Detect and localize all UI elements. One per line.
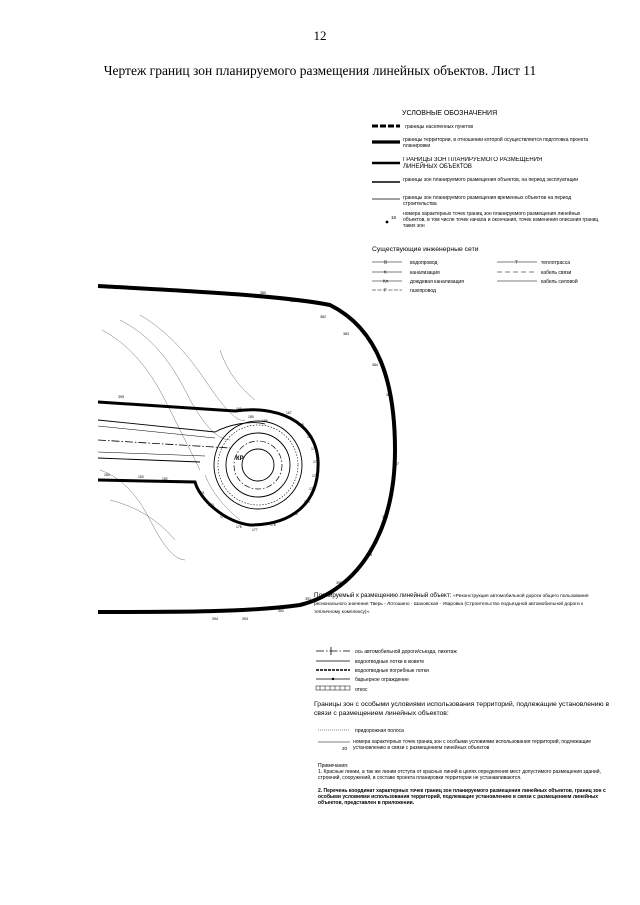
legend-item-4: границы зон планируемого размещения объектов, на период эксплуатации <box>403 177 579 183</box>
inner-point-label: 175 <box>292 512 298 516</box>
network-code: В <box>384 259 388 265</box>
road-edge-north <box>98 420 265 432</box>
legend-heading: УСЛОВНЫЕ ОБОЗНАЧЕНИЯ <box>402 110 498 117</box>
inner-point-label: 184 <box>104 473 110 477</box>
outer-point-label: 391 <box>305 597 311 601</box>
planned-swatch-slope-hatch <box>320 686 345 690</box>
road-lane-south <box>98 452 205 456</box>
inner-point-label: 179 <box>220 515 226 519</box>
turning-circle-slope <box>218 425 298 505</box>
inner-point-label: 173 <box>309 487 315 491</box>
planned-item-1: ось автомобильной дороги/съезда, пикетаж <box>355 649 457 655</box>
inner-point-label: 183 <box>138 475 144 479</box>
inner-point-label: 181 <box>199 491 205 495</box>
notes-block <box>318 763 614 808</box>
planned-swatch-barrier-dot <box>332 678 334 680</box>
special-zones-block <box>314 701 615 755</box>
networks-block <box>372 246 578 294</box>
network-code: Кл <box>383 278 389 284</box>
network-code: Г <box>384 287 387 293</box>
inner-point-label: 177 <box>252 528 258 532</box>
inner-point-label: 176 <box>270 523 276 527</box>
inner-point-label: 171 <box>313 460 319 464</box>
planned-text <box>314 592 610 616</box>
turning-circle-axis <box>234 441 282 489</box>
inner-point-label: 166 <box>236 407 242 411</box>
terrain-contours <box>100 315 255 560</box>
network-code: Т <box>515 259 518 265</box>
outer-point-label: 393 <box>242 617 248 621</box>
planned-item-5: откос <box>355 687 368 693</box>
outer-point-label: 385 <box>386 393 392 397</box>
network-label-sewer: канализация <box>410 270 440 276</box>
network-code: К <box>384 269 387 275</box>
road-axis <box>98 440 230 448</box>
inner-point-label: 174 <box>304 500 310 504</box>
turning-circle-outer <box>214 421 302 509</box>
outer-point-label: 390 <box>336 581 342 585</box>
notes-heading: Примечания: <box>318 763 349 769</box>
outer-point-label: 383 <box>343 332 349 336</box>
network-label-telecom: кабель связи <box>541 270 572 276</box>
special-point-sample: 20 <box>342 746 348 751</box>
network-label-gas: газопровод <box>410 288 436 294</box>
outer-point-label: 382 <box>320 315 326 319</box>
legend-item-3: ГРАНИЦЫ ЗОН ПЛАНИРУЕМОГО РАЗМЕЩЕНИЯ ЛИНЕЙНЫХ ОБЪЕКТОВ <box>403 157 543 170</box>
legend-block <box>372 110 603 237</box>
outer-point-label: 394 <box>212 617 218 621</box>
network-label-storm: дождевая канализация <box>410 279 464 285</box>
inner-point-label: 167 <box>286 411 292 415</box>
plan-drawing <box>98 286 399 621</box>
planned-item-2: водоотводные лотки в кювете <box>355 659 425 665</box>
outer-zone-boundary <box>98 286 395 612</box>
turning-circle-edge <box>226 433 290 497</box>
outer-point-label: 380 <box>260 291 266 295</box>
inner-point-label: 182 <box>162 477 168 481</box>
outer-point-label: 388 <box>382 515 388 519</box>
circle-label: КР <box>236 456 244 462</box>
legend-point-sample: 16 <box>391 215 397 220</box>
inner-point-label: 186 <box>262 419 268 423</box>
outer-point-label: 384 <box>372 363 378 367</box>
outer-point-label: 392 <box>278 609 284 613</box>
planned-heading: Планируемый к размещению линейный объект: <box>314 592 452 599</box>
network-label-power: кабель силовой <box>541 279 578 285</box>
inner-point-label: 170 <box>311 447 317 451</box>
planned-item-4: барьерное ограждение <box>355 677 409 683</box>
page-number: 12 <box>313 28 327 43</box>
legend-point-marker <box>386 221 389 224</box>
legend-item-1: границы населенных пунктов <box>405 124 474 130</box>
inner-point-label: 169 <box>307 435 313 439</box>
outer-point-label: 381 <box>290 299 296 303</box>
inner-point-label: 180 <box>208 503 214 507</box>
network-label-heat: теплотрасса <box>541 260 570 266</box>
road-lane-north <box>98 426 215 438</box>
planned-block <box>314 592 610 693</box>
inner-point-label: 172 <box>312 474 318 478</box>
turning-circle-island <box>242 449 274 481</box>
networks-heading: Существующие инженерные сети <box>372 246 479 253</box>
special-item-1: придорожная полоса <box>355 728 404 734</box>
outer-point-label: 389 <box>366 553 372 557</box>
special-zones-heading: Границы зон с особыми условиями использования территорий, подлежащие установлению в связи с размещением линейных объектов: <box>314 701 610 717</box>
inner-point-label: 178 <box>236 525 242 529</box>
note-2: 2. Перечень координат характерных точек границ зон планируемого размещения линейных объектов, границ зон с особыми условиями использования территорий, подлежащие установлению в связи с размещением линейных объектов, представлен в приложении. <box>318 788 606 806</box>
inner-point-label: 168 <box>298 423 304 427</box>
legend-item-2: границы территории, в отношении которой осуществляется подготовка проекта планировки <box>403 137 589 149</box>
legend-item-6: номера характерных точек границ зон планируемого размещения линейных объектов, в том числе точек начала и окончания, точек изменения описания границ таких зон <box>403 211 599 229</box>
outer-point-label: 387 <box>393 462 399 466</box>
legend-item-5: границы зон планируемого размещения временных объектов на период строительства <box>403 195 572 207</box>
outer-point-label: 395 <box>118 395 124 399</box>
planned-item-3: водоотводные погребные лотки <box>355 668 429 674</box>
road-edge-south <box>98 458 200 462</box>
note-1: 1. Красные линии, а так же линии отступа от красных линий в целях определения мест допустимого размещения зданий, строений, сооружений, в составе проекта планировки территории не устанавливаются. <box>318 769 601 781</box>
document-title: Чертеж границ зон планируемого размещения линейных объектов. Лист 11 <box>103 63 537 78</box>
inner-point-label: 185 <box>248 415 254 419</box>
special-item-2: номера характерных точек границ зон с особыми условиями использования территорий, подлежащие установлению в связи с размещением линейных объектов <box>353 739 592 751</box>
network-label-water: водопровод <box>410 260 438 266</box>
planned-description: «Реконструкция автомобильной дороги общего пользования регионального значения Тверь - Лотошино - Шаховская - Уваровка (Строительство подъездной автомобильной дороги к тепличному комплексу)». <box>314 594 589 615</box>
